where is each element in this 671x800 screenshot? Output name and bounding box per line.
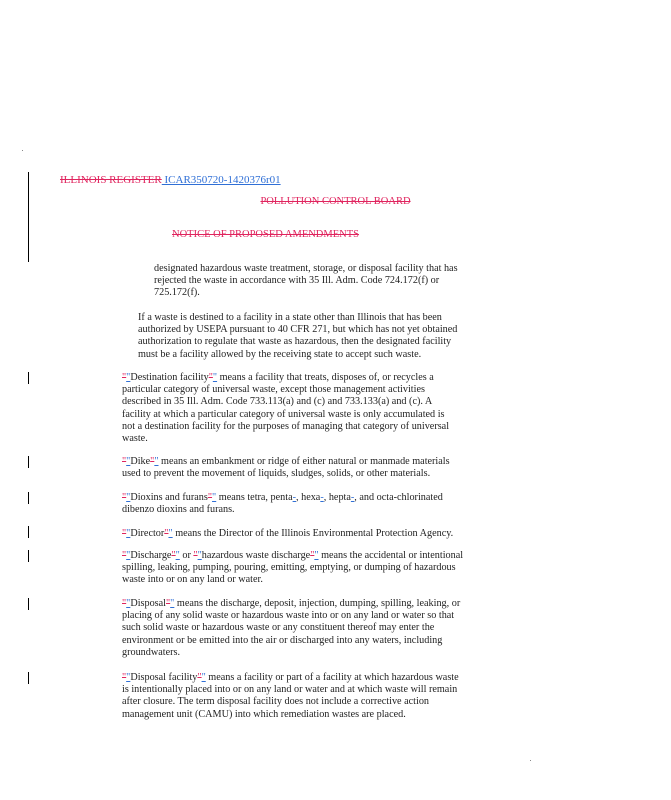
quote-mark-inserted: " — [126, 672, 131, 683]
scan-speck — [530, 760, 531, 761]
quote-mark-inserted: " — [154, 456, 159, 467]
quote-mark-deleted: " — [122, 672, 127, 683]
quote-mark-inserted: " — [126, 528, 131, 539]
quote-mark-deleted: " — [310, 550, 315, 561]
term: Discharge — [130, 550, 172, 561]
definition-disposal-facility — [122, 672, 467, 721]
term: Dioxins and furans — [130, 492, 208, 503]
quote-mark-inserted: " — [126, 372, 131, 383]
definition-dike — [122, 456, 460, 480]
definition-text: means the accidental or intentional spilling, leaking, pumping, pouring, emitting, emptying, or dumping of hazardous waste into or on any land or water. — [122, 550, 464, 586]
definition-text: or — [179, 550, 194, 561]
quote-mark-inserted: " — [212, 492, 217, 503]
change-bar-destination — [28, 372, 29, 384]
quote-mark-inserted: " — [168, 528, 173, 539]
quote-mark-deleted: " — [197, 672, 202, 683]
term: hazardous waste discharge — [201, 550, 311, 561]
quote-mark-deleted: " — [122, 492, 127, 503]
change-bar-disposal — [28, 598, 29, 610]
quote-mark-deleted: " — [166, 598, 171, 609]
definition-text: , and octa-chlorinated dibenzo dioxins and furans. — [122, 492, 443, 516]
term: Director — [130, 528, 165, 539]
term: Destination facility — [130, 372, 209, 383]
quote-mark-inserted: " — [212, 372, 218, 383]
change-bar-dioxins — [28, 492, 29, 504]
board-title: POLLUTION CONTROL BOARD — [260, 196, 411, 207]
definition-text: means an embankment or ridge of either natural or manmade materials used to prevent the movement of liquids, sludges, solids, or other materials. — [122, 456, 450, 480]
register-header — [60, 174, 281, 187]
dash-inserted: - — [320, 492, 324, 503]
quote-mark-deleted: " — [208, 372, 213, 383]
term: Dike — [130, 456, 151, 467]
quote-mark-deleted: " — [193, 550, 198, 561]
register-title-deleted: ILLINOIS REGISTER — [60, 174, 162, 186]
quote-mark-deleted: " — [150, 456, 155, 467]
quote-mark-deleted: " — [207, 492, 213, 503]
term: Disposal facility — [130, 672, 198, 683]
paragraph-rejected-waste: designated hazardous waste treatment, storage, or disposal facility that has rejected the waste in accordance with 35 Ill. Adm. Code 724.172(f) or 725.172(f). — [154, 263, 458, 299]
dash-inserted: - — [292, 492, 296, 503]
quote-mark-inserted: " — [126, 492, 131, 503]
definition-text: means a facility or part of a facility at which hazardous waste is intentionally placed into or on any land or water and at which waste will remain after closure. The term disposal facility does not include a corrective action management unit (CAMU) into which remediation wastes are placed. — [122, 672, 459, 720]
definition-text: , hexa — [296, 492, 321, 503]
change-bar-disposal-facility — [28, 672, 29, 684]
quote-mark-inserted: " — [197, 550, 202, 561]
quote-mark-deleted: " — [122, 456, 127, 467]
quote-mark-deleted: " — [122, 528, 127, 539]
definition-director — [122, 528, 467, 540]
dash-inserted: - — [350, 492, 355, 503]
definition-text: means the discharge, deposit, injection, dumping, spilling, leaking, or placing of any solid waste or hazardous waste into or on any land or water so that such solid waste or hazardous waste or any constituent thereof may enter the environment or be emitted into the air or discharged into any waters, including groundwaters. — [122, 598, 461, 658]
term: Disposal — [130, 598, 166, 609]
paragraph-other-state: If a waste is destined to a facility in a state other than Illinois that has been authorized by USEPA pursuant to 40 CFR 271, but which has not yet obtained authorization to regulate that waste as hazardous, then the designated facility must be a facility allowed by the receiving state to accept such waste. — [138, 312, 458, 360]
quote-mark-inserted: " — [126, 456, 131, 467]
quote-mark-inserted: " — [201, 672, 206, 683]
scan-speck — [22, 150, 23, 151]
definition-text: means the Director of the Illinois Environmental Protection Agency. — [172, 528, 454, 539]
quote-mark-deleted: " — [122, 598, 127, 609]
definition-disposal — [122, 598, 467, 659]
change-bar-dike — [28, 456, 29, 468]
quote-mark-inserted: " — [170, 598, 175, 609]
quote-mark-deleted: " — [122, 372, 127, 383]
quote-mark-deleted: " — [171, 550, 176, 561]
change-bar-header — [28, 172, 29, 262]
notice-title: NOTICE OF PROPOSED AMENDMENTS — [172, 229, 359, 240]
quote-mark-deleted: " — [164, 528, 169, 539]
quote-mark-inserted: " — [126, 550, 131, 561]
definition-dioxins-furans — [122, 492, 460, 516]
definition-destination-facility — [122, 372, 460, 445]
definition-text: , hepta — [323, 492, 351, 503]
quote-mark-inserted: " — [175, 550, 180, 561]
register-id-inserted: ICAR350720-1420376r01 — [164, 174, 281, 186]
change-bar-discharge — [28, 550, 29, 562]
change-bar-director — [28, 526, 29, 538]
definition-text: means a facility that treats, disposes of, or recycles a particular category of universal waste, except those management activities described in 35 Ill. Adm. Code 733.113(a) and (c) and 733.133(a) and (c). A facility at which a particular category of universal waste is only accumulated is not a destination facility for the purposes of managing that category of universal waste. — [122, 372, 450, 445]
definition-discharge — [122, 550, 467, 587]
quote-mark-deleted: " — [122, 550, 127, 561]
definition-text: means tetra, penta — [216, 492, 293, 503]
quote-mark-inserted: " — [126, 598, 131, 609]
quote-mark-inserted: " — [314, 550, 319, 561]
